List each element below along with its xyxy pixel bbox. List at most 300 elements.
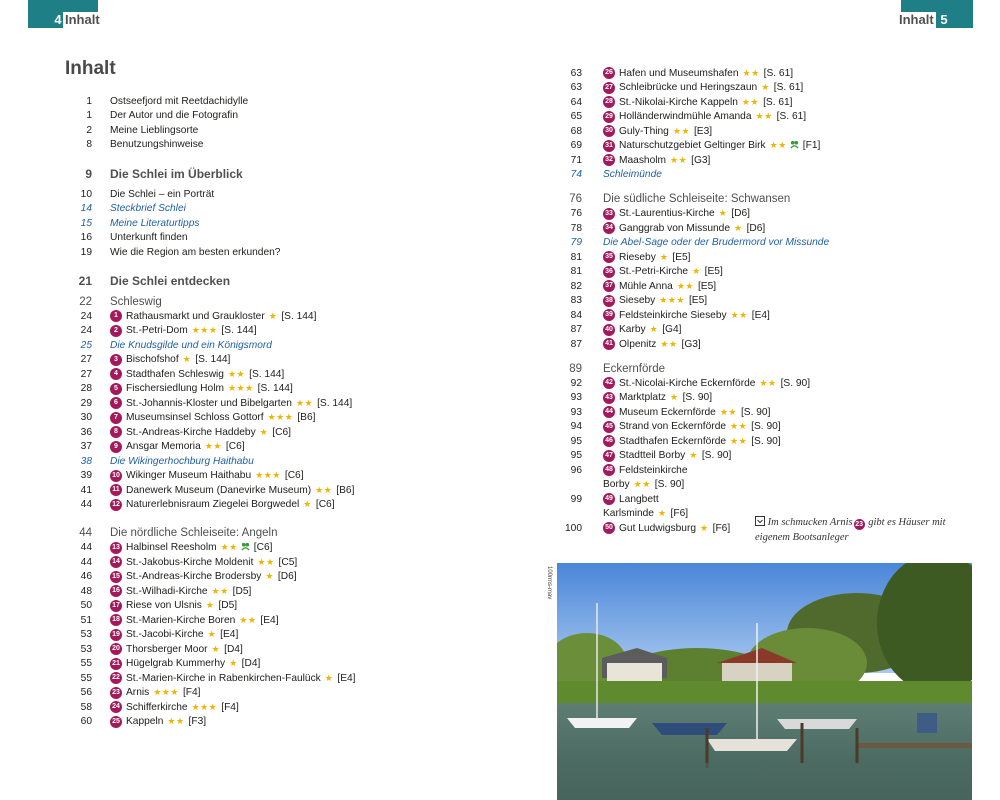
toc-entry-label: Olpenitz bbox=[619, 338, 657, 350]
map-reference: [S. 90] bbox=[751, 435, 781, 447]
rating-stars: ★ bbox=[205, 600, 215, 611]
toc-place-entry[interactable] bbox=[560, 478, 972, 493]
toc-feature-entry[interactable] bbox=[560, 236, 972, 251]
toc-entry-label: Thorsberger Moor bbox=[126, 643, 208, 655]
toc-entry-text-group bbox=[110, 189, 214, 200]
sight-number-badge: 9 bbox=[110, 441, 122, 453]
sight-number-badge: 45 bbox=[603, 421, 615, 433]
toc-entry-label: Kappeln bbox=[126, 716, 164, 728]
toc-place-entry[interactable] bbox=[65, 367, 465, 382]
toc-page-number: 44 bbox=[79, 527, 92, 540]
sight-number-badge: 13 bbox=[110, 542, 122, 554]
toc-place-entry[interactable] bbox=[560, 405, 972, 420]
toc-entry[interactable] bbox=[65, 123, 465, 138]
rating-stars: ★★ bbox=[227, 368, 246, 379]
toc-right-column bbox=[560, 66, 972, 536]
toc-entry[interactable] bbox=[65, 187, 465, 202]
map-reference: [E4] bbox=[751, 309, 770, 321]
rating-stars: ★★ bbox=[167, 716, 185, 727]
toc-place-entry[interactable] bbox=[65, 309, 465, 324]
toc-entry-text-group bbox=[110, 527, 278, 539]
map-reference: [D4] bbox=[224, 643, 243, 655]
toc-entry-text-group bbox=[603, 67, 793, 79]
toc-entry-text-group bbox=[110, 687, 201, 699]
toc-entry[interactable] bbox=[65, 109, 465, 124]
toc-page-number: 56 bbox=[80, 687, 92, 699]
toc-entry-text-group bbox=[110, 96, 248, 107]
map-reference: [E5] bbox=[672, 251, 691, 263]
toc-page-number: 44 bbox=[80, 556, 92, 568]
toc-entry-label: Die Wikingerhochburg Haithabu bbox=[110, 455, 254, 467]
rating-stars: ★★★ bbox=[227, 383, 254, 394]
toc-place-entry[interactable] bbox=[560, 207, 972, 222]
toc-place-entry[interactable] bbox=[65, 353, 465, 368]
toc-entry-label: Die Schlei – ein Porträt bbox=[110, 188, 215, 200]
rating-stars: ★★★ bbox=[267, 412, 294, 423]
map-reference: [F3] bbox=[188, 716, 207, 728]
family-friendly-icon bbox=[790, 140, 799, 152]
toc-entry-label: Rathausmarkt und Graukloster bbox=[126, 310, 265, 322]
toc-page-number: 8 bbox=[86, 139, 92, 151]
toc-entry-label: Stadthafen Schleswig bbox=[126, 368, 224, 380]
toc-page-number: 95 bbox=[570, 450, 582, 462]
sight-number-badge: 40 bbox=[603, 324, 615, 336]
toc-page-number: 30 bbox=[80, 412, 92, 424]
map-reference: [E4] bbox=[220, 629, 239, 641]
toc-entry-label: Hafen und Museumshafen bbox=[619, 67, 739, 79]
toc-entry-text-group bbox=[603, 522, 730, 534]
toc-place-entry[interactable] bbox=[560, 420, 972, 435]
toc-page-number: 44 bbox=[80, 499, 92, 511]
toc-page-number: 15 bbox=[80, 217, 92, 229]
toc-entry-text-group bbox=[110, 139, 203, 150]
toc-entry-text-group bbox=[110, 310, 316, 322]
toc-page-number: 81 bbox=[570, 266, 582, 278]
toc-place-entry[interactable] bbox=[560, 449, 972, 464]
toc-page-number: 9 bbox=[85, 166, 92, 181]
toc-entry-text-group bbox=[603, 324, 681, 336]
map-reference: [E5] bbox=[704, 266, 723, 278]
toc-page-number: 27 bbox=[80, 368, 92, 380]
toc-page-number: 53 bbox=[80, 643, 92, 655]
toc-entry-label: Der Autor und die Fotografin bbox=[110, 110, 238, 122]
toc-page-number: 36 bbox=[80, 426, 92, 438]
toc-entry-label: St.-Jacobi-Kirche bbox=[126, 629, 204, 641]
toc-feature-entry[interactable] bbox=[65, 338, 465, 353]
toc-page-number: 48 bbox=[80, 585, 92, 597]
toc-entry-text-group bbox=[110, 426, 291, 438]
rating-stars: ★★ bbox=[204, 441, 222, 452]
toc-page-number: 78 bbox=[570, 222, 582, 234]
toc-entry-text-group bbox=[110, 368, 284, 380]
toc-entry-label: St.-Johannis-Kloster und Bibelgarten bbox=[126, 397, 292, 409]
toc-place-entry[interactable] bbox=[560, 81, 972, 96]
toc-entry-label: Fischersiedlung Holm bbox=[126, 383, 224, 395]
toc-entry-text-group bbox=[110, 658, 260, 670]
toc-entry-label: Wikinger Museum Haithabu bbox=[126, 470, 252, 482]
toc-entry-label: Die Schlei entdecken bbox=[110, 274, 231, 288]
map-reference: [G3] bbox=[681, 338, 701, 350]
toc-page-number: 55 bbox=[80, 672, 92, 684]
sight-number-badge: 47 bbox=[603, 450, 615, 462]
toc-entry-label: St.-Marien-Kirche Boren bbox=[126, 614, 236, 626]
rating-stars: ★ bbox=[700, 522, 709, 533]
rating-stars: ★★ bbox=[719, 406, 737, 417]
map-reference: [D6] bbox=[277, 571, 297, 583]
rating-stars: ★★ bbox=[239, 614, 257, 625]
toc-entry-text-group bbox=[110, 325, 257, 337]
toc-feature-entry[interactable] bbox=[65, 454, 465, 469]
toc-entry-text-group bbox=[110, 354, 230, 366]
photo-credit: 100rms-mav bbox=[546, 566, 552, 600]
toc-page-number: 93 bbox=[570, 406, 582, 418]
sight-number-badge: 7 bbox=[110, 412, 122, 424]
toc-spacer bbox=[560, 182, 972, 192]
toc-entry-text-group bbox=[110, 110, 238, 121]
toc-place-entry[interactable] bbox=[65, 555, 465, 570]
sight-number-badge: 26 bbox=[603, 67, 615, 79]
toc-entry-label: St.-Jakobus-Kirche Moldenit bbox=[126, 556, 254, 568]
map-reference: [E3] bbox=[693, 125, 713, 137]
toc-place-entry[interactable] bbox=[560, 95, 972, 110]
map-reference: [D5] bbox=[232, 585, 252, 597]
caption-text-end: gibt es Häuser mit eigenem Bootsanleger bbox=[755, 517, 946, 543]
toc-entry-text-group bbox=[603, 363, 665, 375]
toc-place-entry[interactable] bbox=[65, 642, 465, 657]
toc-page-number: 95 bbox=[570, 435, 582, 447]
toc-page-number: 96 bbox=[570, 464, 582, 476]
sight-number-badge: 4 bbox=[110, 368, 122, 380]
map-reference: [C6] bbox=[253, 542, 273, 554]
toc-subsection-heading[interactable] bbox=[560, 192, 972, 207]
sight-number-badge: 2 bbox=[110, 325, 122, 337]
toc-entry-label: Steckbrief Schlei bbox=[110, 203, 186, 215]
toc-feature-entry[interactable] bbox=[65, 216, 465, 231]
map-reference: [G3] bbox=[691, 154, 711, 166]
toc-place-entry[interactable] bbox=[65, 613, 465, 628]
toc-entry-label: Die Abel-Sage oder der Brudermord vor Missunde bbox=[603, 237, 830, 249]
toc-entry[interactable] bbox=[65, 231, 465, 246]
sight-number-badge: 19 bbox=[110, 629, 122, 641]
sight-number-badge: 32 bbox=[603, 154, 615, 166]
toc-entry-text-group bbox=[603, 508, 688, 519]
toc-entry-text-group bbox=[110, 716, 206, 728]
toc-page-number: 93 bbox=[570, 392, 582, 404]
toc-entry-label: Stadthafen Eckernförde bbox=[619, 435, 727, 447]
toc-place-entry[interactable] bbox=[560, 139, 972, 154]
toc-entry-label: Stadtteil Borby bbox=[619, 450, 686, 462]
toc-place-entry[interactable] bbox=[65, 686, 465, 701]
sight-number-badge: 33 bbox=[603, 208, 615, 220]
toc-page-number: 100 bbox=[565, 522, 582, 534]
rating-stars: ★★ bbox=[742, 67, 760, 78]
sight-number-badge: 36 bbox=[603, 266, 615, 278]
caption-frame-icon bbox=[755, 517, 765, 528]
map-reference: [S. 90] bbox=[780, 377, 811, 389]
toc-entry-text-group bbox=[110, 274, 230, 288]
toc-entry-label: Schleibrücke und Heringszaun bbox=[619, 82, 758, 94]
sight-number-badge: 3 bbox=[110, 354, 122, 366]
toc-entry-text-group bbox=[110, 456, 254, 467]
map-reference: [E4] bbox=[337, 672, 356, 684]
toc-page-number: 38 bbox=[80, 455, 92, 467]
toc-place-entry[interactable] bbox=[560, 376, 972, 391]
toc-entry-label: Wie die Region am besten erkunden? bbox=[110, 246, 281, 258]
toc-entry-label: Schleswig bbox=[110, 295, 162, 308]
toc-place-entry[interactable] bbox=[65, 396, 465, 411]
toc-entry-label: Karby bbox=[619, 324, 646, 336]
sight-number-badge: 48 bbox=[603, 464, 615, 476]
toc-feature-entry[interactable] bbox=[560, 168, 972, 183]
toc-entry-label: Ansgar Memoria bbox=[126, 441, 201, 453]
toc-subsection-heading[interactable] bbox=[65, 295, 465, 310]
toc-entry-label: Ostseefjord mit Reetdachidylle bbox=[110, 95, 249, 107]
toc-place-entry[interactable] bbox=[560, 463, 972, 478]
toc-place-entry[interactable] bbox=[65, 570, 465, 585]
toc-spacer bbox=[65, 260, 465, 274]
toc-page-number: 51 bbox=[80, 614, 92, 626]
toc-entry-text-group bbox=[110, 614, 279, 626]
toc-entry-text-group bbox=[110, 247, 280, 258]
sight-number-badge: 25 bbox=[110, 716, 122, 728]
toc-entry-text-group bbox=[603, 154, 710, 166]
toc-place-entry[interactable] bbox=[65, 715, 465, 730]
toc-place-entry[interactable] bbox=[560, 66, 972, 81]
toc-entry-text-group bbox=[110, 499, 335, 511]
toc-page-number: 84 bbox=[570, 309, 582, 321]
toc-entry-label: Die Schlei im Überblick bbox=[110, 166, 243, 181]
toc-page-number: 63 bbox=[570, 67, 582, 79]
toc-entry-text-group bbox=[110, 218, 199, 229]
toc-entry-label: Naturerlebnisraum Ziegelei Borgwedel bbox=[126, 499, 300, 511]
toc-place-entry[interactable] bbox=[560, 110, 972, 125]
toc-page-number: 64 bbox=[570, 96, 582, 108]
toc-entry-text-group bbox=[603, 338, 701, 350]
rating-stars: ★★★ bbox=[255, 470, 281, 481]
toc-place-entry[interactable] bbox=[65, 483, 465, 498]
toc-entry-label: Eckernförde bbox=[603, 362, 666, 375]
toc-section-heading[interactable] bbox=[65, 274, 465, 289]
toc-page-number: 21 bbox=[78, 274, 92, 288]
toc-entry[interactable] bbox=[65, 138, 465, 153]
left-page-number: 4 bbox=[51, 12, 65, 28]
toc-place-entry[interactable] bbox=[560, 492, 972, 507]
rating-stars: ★ bbox=[211, 643, 221, 654]
toc-entry-text-group bbox=[110, 203, 186, 214]
map-reference: [B6] bbox=[336, 484, 355, 496]
toc-place-entry[interactable] bbox=[560, 294, 972, 309]
toc-place-entry[interactable] bbox=[65, 411, 465, 426]
toc-place-entry[interactable] bbox=[65, 671, 465, 686]
toc-page-number: 92 bbox=[570, 377, 582, 389]
toc-spacer bbox=[65, 152, 465, 166]
rating-stars: ★ bbox=[259, 426, 269, 437]
map-reference: [S. 144] bbox=[281, 310, 317, 322]
toc-place-entry[interactable] bbox=[65, 657, 465, 672]
toc-place-entry[interactable] bbox=[65, 425, 465, 440]
rating-stars: ★ bbox=[265, 571, 274, 582]
sight-number-badge: 8 bbox=[110, 426, 122, 438]
rating-stars: ★★ bbox=[730, 435, 748, 446]
toc-page-number: 81 bbox=[570, 251, 582, 263]
toc-entry-label: St.-Andreas-Kirche Haddeby bbox=[126, 426, 256, 438]
toc-page-number: 58 bbox=[80, 701, 92, 713]
toc-entry-label: Ganggrab von Missunde bbox=[619, 222, 730, 234]
toc-feature-entry[interactable] bbox=[65, 202, 465, 217]
sight-number-badge: 44 bbox=[603, 406, 615, 418]
map-reference: [D5] bbox=[218, 600, 238, 612]
rating-stars: ★★ bbox=[295, 397, 314, 408]
sight-number-badge: 34 bbox=[603, 222, 615, 234]
rating-stars: ★★ bbox=[220, 542, 238, 553]
map-reference: [S. 90] bbox=[740, 406, 771, 418]
toc-page-number: 25 bbox=[80, 339, 92, 351]
map-reference: [F4] bbox=[221, 701, 239, 713]
toc-page-number: 65 bbox=[570, 111, 582, 123]
toc-place-entry[interactable] bbox=[560, 337, 972, 352]
map-reference: [C6] bbox=[315, 499, 335, 511]
toc-entry-text-group bbox=[603, 222, 765, 234]
toc-entry-label: Marktplatz bbox=[619, 392, 666, 404]
toc-entry-label: St.-Laurentius-Kirche bbox=[619, 208, 715, 220]
toc-place-entry[interactable] bbox=[560, 250, 972, 265]
map-reference: [S. 90] bbox=[751, 421, 781, 433]
map-reference: [C6] bbox=[272, 426, 291, 438]
toc-subsection-heading[interactable] bbox=[65, 526, 465, 541]
map-reference: [B6] bbox=[297, 412, 316, 424]
toc-place-entry[interactable] bbox=[65, 469, 465, 484]
toc-entry-label: Schleimünde bbox=[603, 169, 662, 181]
rating-stars: ★★ bbox=[676, 280, 694, 291]
sight-number-badge: 21 bbox=[110, 658, 122, 670]
map-reference: [S. 90] bbox=[654, 479, 685, 491]
toc-place-entry[interactable] bbox=[560, 323, 972, 338]
toc-page-number: 16 bbox=[80, 232, 92, 244]
toc-entry-label: Karlsminde bbox=[603, 508, 654, 520]
toc-place-entry[interactable] bbox=[560, 221, 972, 236]
toc-place-entry[interactable] bbox=[65, 440, 465, 455]
rating-stars: ★ bbox=[207, 629, 217, 640]
toc-place-entry[interactable] bbox=[560, 308, 972, 323]
toc-page-number: 60 bbox=[80, 716, 92, 728]
toc-entry-text-group bbox=[110, 296, 162, 308]
rating-stars: ★ bbox=[324, 672, 334, 683]
rating-stars: ★ bbox=[649, 324, 659, 335]
sight-number-badge: 37 bbox=[603, 280, 615, 292]
toc-entry-label: Benutzungshinweise bbox=[110, 139, 204, 151]
sight-number-badge: 5 bbox=[110, 383, 122, 395]
toc-entry-text-group bbox=[110, 600, 237, 612]
toc-entry-label: Danewerk Museum (Danevirke Museum) bbox=[126, 484, 312, 496]
toc-entry-label: Sieseby bbox=[619, 295, 656, 307]
rating-stars: ★★ bbox=[769, 140, 787, 151]
sight-number-badge: 6 bbox=[110, 397, 122, 409]
toc-place-entry[interactable] bbox=[65, 700, 465, 715]
rating-stars: ★★ bbox=[759, 377, 777, 388]
toc-entry-text-group bbox=[603, 450, 731, 462]
toc-place-entry[interactable] bbox=[560, 434, 972, 449]
toc-place-entry[interactable] bbox=[560, 279, 972, 294]
toc-entry-label: Arnis bbox=[126, 687, 150, 699]
rating-stars: ★ bbox=[670, 392, 679, 403]
rating-stars: ★ bbox=[692, 266, 701, 277]
toc-page-number: 1 bbox=[86, 110, 92, 122]
rating-stars: ★★★ bbox=[191, 701, 218, 712]
toc-entry-label: Schifferkirche bbox=[126, 701, 188, 713]
toc-entry-text-group bbox=[603, 266, 723, 278]
toc-place-entry[interactable] bbox=[560, 391, 972, 406]
toc-place-entry[interactable] bbox=[65, 324, 465, 339]
toc-entry-label: Holländerwindmühle Amanda bbox=[619, 111, 752, 123]
sight-number-badge: 30 bbox=[603, 125, 615, 137]
toc-entry-text-group bbox=[603, 251, 691, 263]
toc-page-number: 24 bbox=[80, 325, 92, 337]
map-reference: [D4] bbox=[241, 658, 261, 670]
toc-entry-label: Langbett bbox=[619, 493, 659, 505]
map-reference: [S. 90] bbox=[682, 392, 713, 404]
sight-number-badge: 29 bbox=[603, 111, 615, 123]
rating-stars: ★ bbox=[268, 310, 278, 321]
toc-page-number: 76 bbox=[570, 208, 582, 220]
toc-entry-text-group bbox=[110, 571, 297, 583]
sight-number-badge: 50 bbox=[603, 522, 615, 534]
toc-place-entry[interactable] bbox=[560, 265, 972, 280]
map-reference: [F6] bbox=[712, 522, 731, 534]
page-title: Inhalt bbox=[65, 58, 116, 79]
toc-place-entry[interactable] bbox=[65, 599, 465, 614]
toc-entry-label: St.-Nikolai-Kirche Kappeln bbox=[619, 96, 738, 108]
toc-entry-text-group bbox=[603, 295, 707, 307]
toc-page-number: 50 bbox=[80, 600, 92, 612]
toc-place-entry[interactable] bbox=[560, 153, 972, 168]
rating-stars: ★ bbox=[761, 82, 770, 93]
toc-place-entry[interactable] bbox=[65, 628, 465, 643]
toc-entry-text-group bbox=[603, 82, 803, 94]
rating-stars: ★★★ bbox=[153, 687, 179, 698]
rating-stars: ★★ bbox=[670, 154, 688, 165]
toc-entry-text-group bbox=[110, 397, 352, 409]
toc-entry-text-group bbox=[603, 280, 716, 292]
sight-number-badge: 17 bbox=[110, 600, 122, 612]
toc-page-number: 87 bbox=[570, 338, 582, 350]
toc-entry-text-group bbox=[110, 484, 354, 496]
sight-number-badge: 46 bbox=[603, 435, 615, 447]
rating-stars: ★★ bbox=[660, 338, 678, 349]
sight-number-badge: 49 bbox=[603, 493, 615, 505]
toc-page-number: 94 bbox=[570, 421, 582, 433]
toc-entry-text-group bbox=[603, 377, 810, 389]
toc-place-entry[interactable] bbox=[65, 382, 465, 397]
toc-place-entry[interactable] bbox=[65, 498, 465, 513]
rating-stars: ★ bbox=[229, 658, 238, 669]
toc-entry-label: Unterkunft finden bbox=[110, 232, 188, 244]
rating-stars: ★★ bbox=[211, 585, 229, 596]
toc-entry-text-group bbox=[603, 193, 790, 205]
toc-place-entry[interactable] bbox=[560, 124, 972, 139]
toc-entry-text-group bbox=[110, 585, 251, 597]
rating-stars: ★★ bbox=[741, 96, 760, 107]
toc-section-heading[interactable] bbox=[65, 166, 465, 181]
toc-entry[interactable] bbox=[65, 94, 465, 109]
toc-place-entry[interactable] bbox=[65, 584, 465, 599]
toc-entry-text-group bbox=[603, 479, 684, 490]
toc-entry-text-group bbox=[603, 169, 662, 180]
toc-entry[interactable] bbox=[65, 245, 465, 260]
sight-number-badge: 14 bbox=[110, 556, 122, 568]
toc-place-entry[interactable] bbox=[65, 541, 465, 556]
toc-subsection-heading[interactable] bbox=[560, 362, 972, 377]
sight-number-badge: 22 bbox=[110, 672, 122, 684]
